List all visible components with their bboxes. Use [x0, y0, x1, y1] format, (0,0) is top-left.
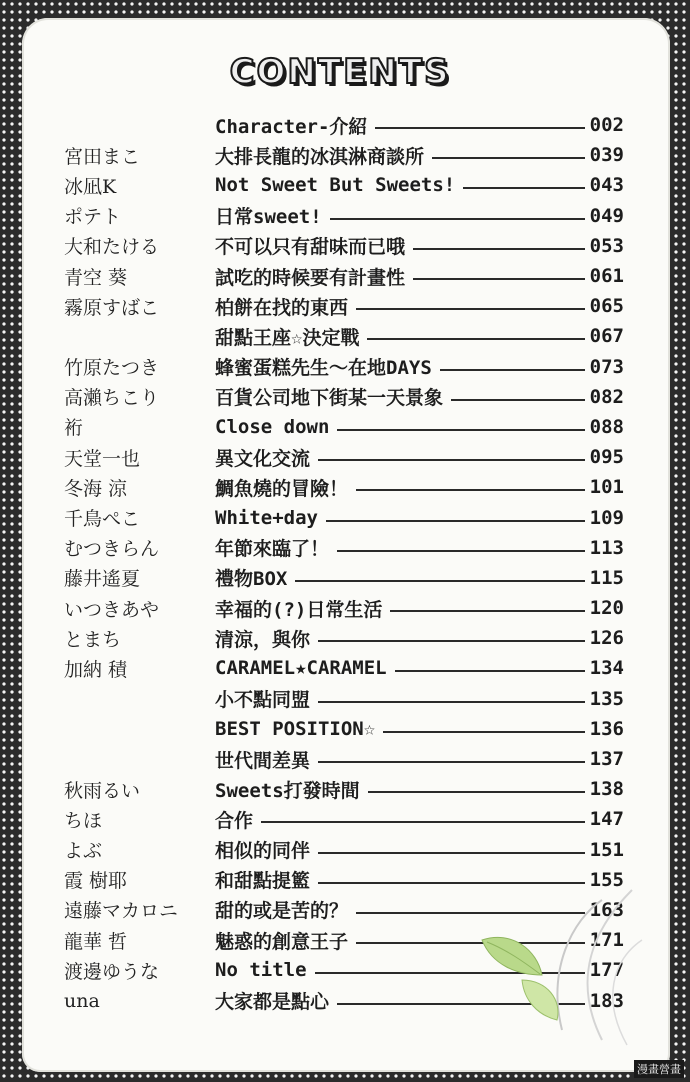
toc-entry[interactable] [0, 201, 690, 231]
story-title: 魅惑的創意王子 [215, 930, 349, 953]
story-title: 合作 [215, 809, 254, 832]
story-title-wrap [215, 323, 585, 350]
dot-leader [451, 399, 585, 401]
page-number: 101 [589, 476, 624, 499]
story-title-wrap [215, 202, 585, 229]
dot-leader [413, 248, 585, 250]
toc-entry[interactable] [0, 502, 690, 532]
author-name: 大和たける [64, 236, 160, 259]
dot-leader [383, 731, 585, 733]
contents-header [190, 48, 490, 96]
page-number: 113 [589, 536, 624, 559]
author-name: 天堂一也 [64, 447, 141, 470]
story-title-wrap [215, 806, 585, 833]
author-name: 渡邊ゆうな [64, 960, 160, 983]
toc-entry[interactable] [0, 684, 690, 714]
story-title: 大家都是點心 [215, 991, 330, 1014]
toc-entry[interactable] [0, 140, 690, 170]
leaf-swirl-decoration [452, 880, 652, 1050]
story-title: 相似的同伴 [215, 840, 311, 863]
story-title: 異文化交流 [215, 447, 311, 470]
toc-entry[interactable] [0, 382, 690, 412]
page-title: CONTENTS [229, 52, 451, 92]
toc-entry[interactable] [0, 291, 690, 321]
story-title: 甜的或是苦的？ [215, 900, 349, 923]
page-number: 043 [589, 174, 624, 197]
page-number: 067 [589, 325, 624, 348]
story-title-wrap [215, 507, 585, 529]
story-title: Close down [215, 415, 330, 438]
dot-leader [367, 338, 585, 340]
author-name: 冰凪K [64, 175, 117, 198]
page-number: 136 [589, 717, 624, 740]
author-name: むつきらん [64, 538, 160, 561]
dot-leader [318, 852, 585, 854]
dot-leader [295, 580, 585, 582]
story-title-wrap [215, 112, 585, 139]
toc-entry[interactable] [0, 533, 690, 563]
page-number: 163 [589, 898, 624, 921]
page-number: 115 [589, 566, 624, 589]
toc-entry[interactable] [0, 653, 690, 683]
author-name: 遠藤マカロニ [64, 900, 179, 923]
author-name: 冬海 涼 [64, 477, 128, 500]
author-name: よぶ [64, 840, 103, 863]
watermark-stamp: 漫畫營畫 [634, 1060, 684, 1078]
dot-leader [330, 218, 585, 220]
story-title: 世代間差異 [215, 749, 311, 772]
story-title-wrap [215, 142, 585, 169]
dot-leader [368, 791, 585, 793]
story-title: 年節來臨了！ [215, 538, 330, 561]
page-number: 002 [589, 114, 624, 137]
toc-entry[interactable] [0, 352, 690, 382]
story-title: BEST POSITION☆ [215, 717, 376, 740]
story-title-wrap [215, 625, 585, 652]
dot-leader [318, 701, 585, 703]
page-number: 183 [589, 989, 624, 1012]
author-name: 竹原たつき [64, 357, 160, 380]
story-title-wrap [215, 836, 585, 863]
author-name: 裄 [64, 417, 84, 440]
page-number: 147 [589, 808, 624, 831]
toc-entry[interactable] [0, 563, 690, 593]
dot-leader [375, 127, 585, 129]
toc-entry[interactable] [0, 442, 690, 472]
story-title: 百貨公司地下街某一天景象 [215, 387, 444, 410]
story-title: 大排長龍的冰淇淋商談所 [215, 145, 425, 168]
toc-entry[interactable] [0, 744, 690, 774]
page-number: 053 [589, 234, 624, 257]
toc-entry[interactable] [0, 321, 690, 351]
toc-entry[interactable] [0, 835, 690, 865]
author-name: ポテト [64, 206, 122, 229]
story-title-wrap [215, 718, 585, 740]
story-title: Character-介紹 [215, 115, 368, 138]
dot-leader [318, 761, 585, 763]
page-number: 109 [589, 506, 624, 529]
author-name: 霧原すばこ [64, 296, 160, 319]
page-number: 177 [589, 959, 624, 982]
page-number: 155 [589, 868, 624, 891]
story-title: 鯛魚燒的冒險！ [215, 477, 349, 500]
dot-leader [356, 308, 585, 310]
story-title-wrap [215, 353, 585, 380]
page-number: 151 [589, 838, 624, 861]
story-title: Sweets打發時間 [215, 779, 360, 802]
toc-entry[interactable] [0, 623, 690, 653]
toc-entry[interactable] [0, 593, 690, 623]
story-title-wrap [215, 416, 585, 438]
story-title-wrap [215, 444, 585, 471]
toc-entry[interactable] [0, 231, 690, 261]
dot-leader [463, 187, 585, 189]
page-number: 126 [589, 627, 624, 650]
author-name: ちほ [64, 809, 103, 832]
page-number: 088 [589, 415, 624, 438]
dot-leader [318, 640, 585, 642]
toc-entry[interactable] [0, 774, 690, 804]
dot-leader [326, 520, 585, 522]
page-number: 061 [589, 265, 624, 288]
page-number: 095 [589, 446, 624, 469]
story-title-wrap [215, 293, 585, 320]
story-title: 禮物BOX [215, 568, 288, 591]
story-title-wrap [215, 232, 585, 259]
author-name: 千鳥ぺこ [64, 508, 141, 531]
story-title: 清涼，與你 [215, 628, 311, 651]
story-title: White+day [215, 506, 318, 529]
dot-leader [390, 610, 585, 612]
page-number: 065 [589, 295, 624, 318]
dot-leader [318, 459, 585, 461]
story-title-wrap [215, 383, 585, 410]
toc-entry[interactable] [0, 804, 690, 834]
author-name: 高瀨ちこり [64, 387, 160, 410]
author-name: una [64, 989, 100, 1012]
author-name: 青空 葵 [64, 266, 128, 289]
story-title-wrap [215, 564, 585, 591]
author-name: 龍華 哲 [64, 930, 128, 953]
author-name: 加納 積 [64, 658, 128, 681]
story-title: 和甜點提籃 [215, 870, 311, 893]
page-number: 138 [589, 778, 624, 801]
author-name: いつきあや [64, 598, 160, 621]
story-title-wrap [215, 685, 585, 712]
author-name: とまち [64, 628, 122, 651]
dot-leader [413, 278, 585, 280]
dot-leader [395, 670, 585, 672]
author-name: 宮田まこ [64, 145, 141, 168]
page-number: 049 [589, 204, 624, 227]
story-title: 日常sweet! [215, 206, 322, 229]
dot-leader [432, 157, 585, 159]
story-title: No title [215, 959, 307, 982]
toc-entry[interactable] [0, 714, 690, 744]
dot-leader [440, 369, 585, 371]
toc-entry[interactable] [0, 412, 690, 442]
story-title: CARAMEL★CARAMEL [215, 657, 387, 680]
page-number: 137 [589, 748, 624, 771]
story-title: 蜂蜜蛋糕先生～在地DAYS [215, 357, 432, 380]
author-name: 秋雨るい [64, 779, 141, 802]
toc-entry[interactable] [0, 472, 690, 502]
dot-leader [337, 550, 585, 552]
story-title-wrap [215, 595, 585, 622]
story-title: Not Sweet But Sweets! [215, 174, 456, 197]
story-title: 不可以只有甜味而已哦 [215, 236, 406, 259]
story-title-wrap [215, 174, 585, 196]
dot-leader [337, 429, 585, 431]
page-number: 120 [589, 597, 624, 620]
toc-entry[interactable] [0, 110, 690, 140]
story-title-wrap [215, 474, 585, 501]
page-number: 073 [589, 355, 624, 378]
story-title: 甜點王座☆決定戰 [215, 326, 360, 349]
page-number: 082 [589, 385, 624, 408]
author-name: 藤井遙夏 [64, 568, 141, 591]
page-number: 134 [589, 657, 624, 680]
dot-leader [261, 821, 585, 823]
story-title: 柏餅在找的東西 [215, 296, 349, 319]
page-number: 171 [589, 929, 624, 952]
story-title: 幸福的(?)日常生活 [215, 598, 383, 621]
story-title-wrap [215, 263, 585, 290]
story-title-wrap [215, 746, 585, 773]
story-title: 小不點同盟 [215, 689, 311, 712]
toc-entry[interactable] [0, 170, 690, 200]
dot-leader [356, 489, 585, 491]
author-name: 霞 樹耶 [64, 870, 128, 893]
page-number: 039 [589, 144, 624, 167]
toc-entry[interactable] [0, 261, 690, 291]
page-number: 135 [589, 687, 624, 710]
story-title-wrap [215, 776, 585, 803]
story-title: 試吃的時候要有計畫性 [215, 266, 406, 289]
story-title-wrap [215, 657, 585, 679]
story-title-wrap [215, 534, 585, 561]
